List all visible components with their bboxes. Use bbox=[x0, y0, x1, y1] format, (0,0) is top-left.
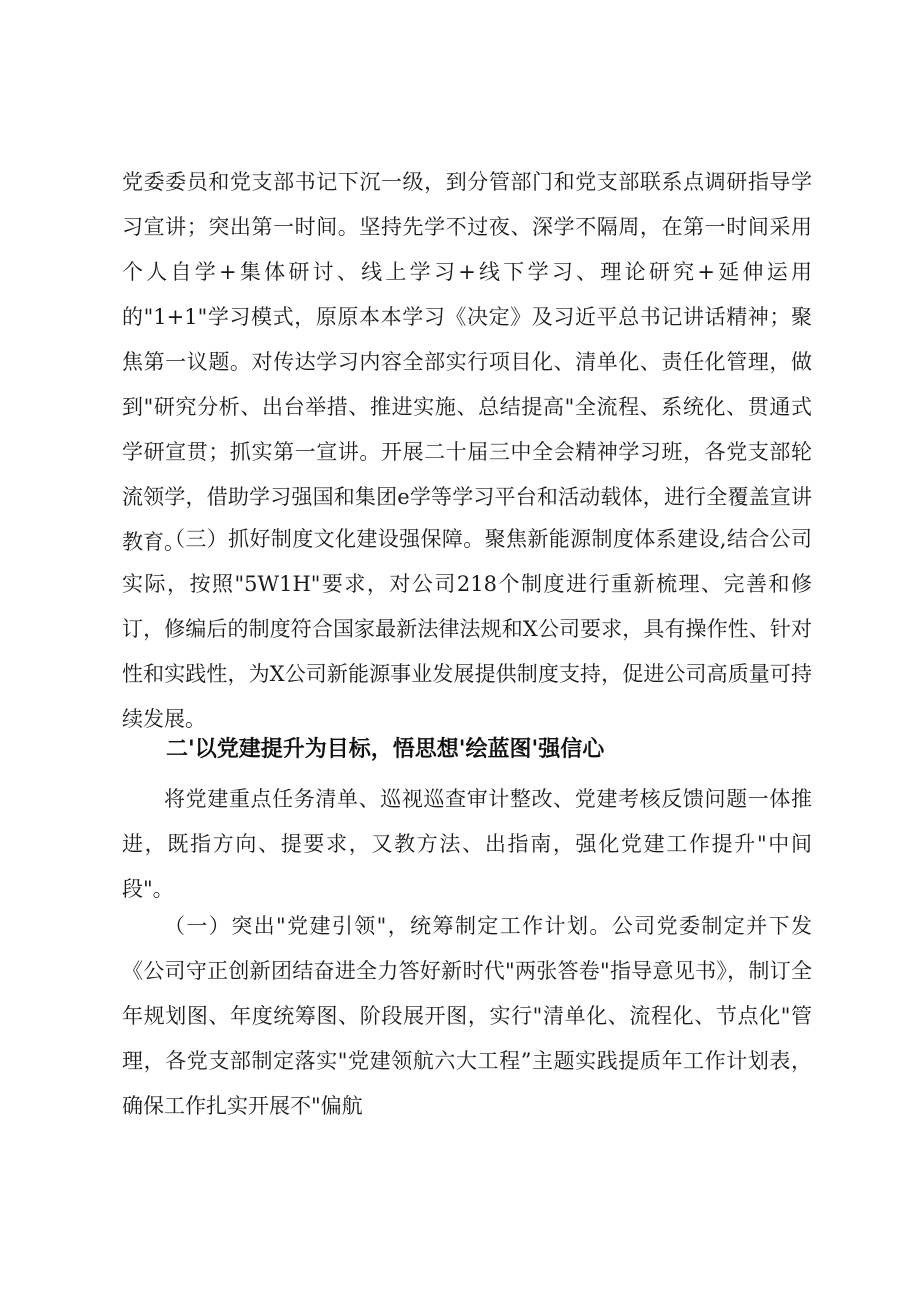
section-heading: 二'以党建提升为目标，悟思想'绘蓝图'强信心 bbox=[166, 737, 605, 762]
paragraph-study-publicity: 党委委员和党支部书记下沉一级，到分管部门和党支部联系点调研指导学习宣讲；突出第一时间。坚持先学不过夜、深学不隔周，在第一时间采用个人自学+集体研讨、线上学习+线下学习、理论研究+延伸运用的"1+1"学习模式，原原本本学习《决定》及习近平总书记讲话精神；聚焦第一议题。对传达学习内容全部实行项目化、清单化、责任化管理，做到"研究分析、出台举措、推进实施、总结提高"全流程、系统化、贯通式学研宣贯；抓实第一宣讲。开展二十届三中全会精神学习班，各党支部轮流领学，借助学习强国和集团e学等学习平台和活动载体，进行全覆盖宣讲教育。 bbox=[122, 170, 812, 554]
paragraph-work-plan: （一）突出"党建引领"，统筹制定工作计划。公司党委制定并下发《公司守正创新团结奋进全力答好新时代"两张答卷"指导意见书》，制订全年规划图、年度统筹图、阶段展开图，实行"清单化、流程化、节点化"管理，各党支部制定落实"党建领航六大工程”主题实践提质年工作计划表，确保工作扎实开展不"偏航 bbox=[122, 914, 812, 1118]
paragraph-section-intro: 将党建重点任务清单、巡视巡查审计整改、党建考核反馈问题一体推进，既指方向、提要求，又教方法、出指南，强化党建工作提升"中间段"。 bbox=[122, 787, 812, 901]
paragraph-institutional-culture: （三）抓好制度文化建设强保障。聚焦新能源制度体系建设,结合公司实际，按照"5W1H"要求，对公司218个制度进行重新梳理、完善和修订，修编后的制度符合国家最新法律法规和X公司要求，具有操作性、针对性和实践性，为X公司新能源事业发展提供制度支持，促进公司高质量可持续发展。 bbox=[122, 527, 812, 731]
